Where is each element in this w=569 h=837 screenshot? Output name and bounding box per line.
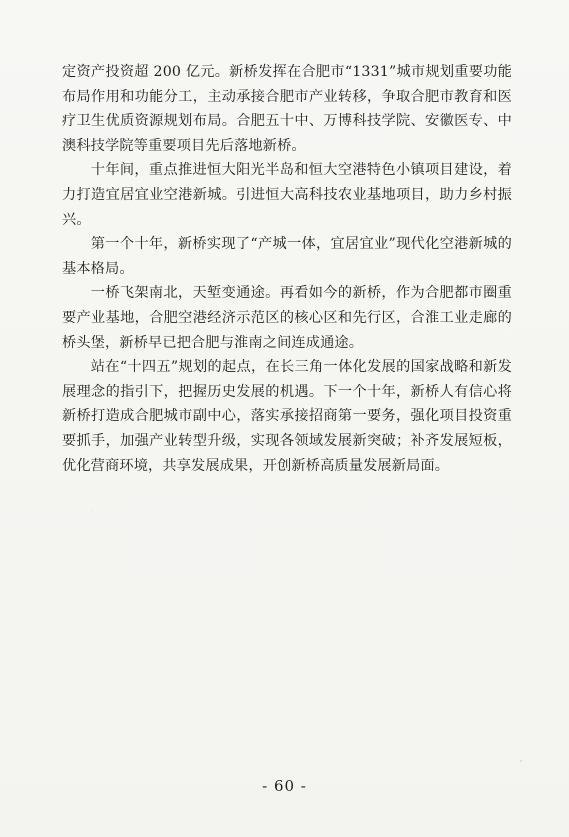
- page-number: - 60 -: [262, 777, 307, 795]
- body-text: [62, 60, 512, 478]
- paragraph-4: 一桥飞架南北，天堑变通途。再看如今的新桥，作为合肥都市圈重要产业基地，合肥空港经济示范区的核心区和先行区，合淮工业走廊的桥头堡，新桥早已把合肥与淮南之间连成通途。: [62, 285, 512, 351]
- paragraph-5: 站在“十四五”规划的起点，在长三角一体化发展的国家战略和新发展理念的指引下，把握历史发展的机遇。下一个十年，新桥人有信心将新桥打造成合肥城市副中心，落实承接招商第一要务，强化项目投资重要抓手，加强产业转型升级，实现各领域发展新突破；补齐发展短板，优化营商环境，共享发展成果，开创新桥高质量发展新局面。: [62, 359, 512, 474]
- paragraph-3: 第一个十年，新桥实现了“产城一体，宜居宜业”现代化空港新城的基本格局。: [62, 236, 512, 277]
- paragraph-2: 十年间，重点推进恒大阳光半岛和恒大空港特色小镇项目建设，着力打造宜居宜业空港新城。引进恒大高科技农业基地项目，助力乡村振兴。: [62, 162, 512, 228]
- scan-speck: [520, 760, 522, 762]
- paragraph-1: 定资产投资超 200 亿元。新桥发挥在合肥市“1331”城市规划重要功能布局作用和功能分工，主动承接合肥市产业转移，争取合肥市教育和医疗卫生优质资源规划布局。合肥五十中、万博科技学院、安徽医专、中澳科技学院等重要项目先后落地新桥。: [62, 64, 512, 154]
- scan-speck: [92, 510, 93, 511]
